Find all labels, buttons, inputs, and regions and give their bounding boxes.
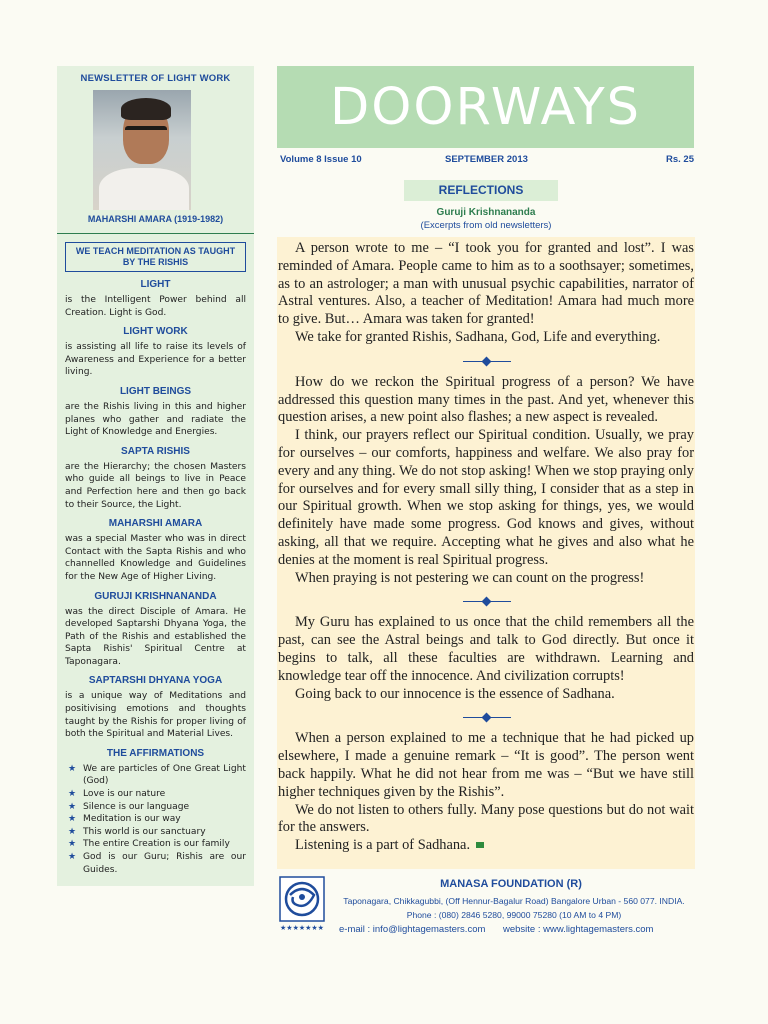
contact-line [339, 924, 695, 935]
star-icon: ★ [68, 763, 77, 774]
newsletter-label: NEWSLETTER OF LIGHT WORK [80, 73, 231, 84]
portrait-caption: MAHARSHI AMARA (1919-1982) [87, 214, 224, 224]
website-link[interactable]: website : www.lightagemasters.com [503, 924, 654, 935]
author: Guruji Krishnananda [436, 207, 536, 218]
list-item: ★ Silence is our language [68, 801, 190, 812]
section-text-guruji: was the direct Disciple of Amara. He developed Saptarshi Dhyana Yoga, the Path of the Rishis and established the Sapta Rishis' Spiritual Centre at Taponagara. [65, 606, 246, 667]
section-text-light-beings: are the Rishis living in this and higher planes who gather and radiate the Light of Knowledge and Energies. [65, 401, 246, 438]
paragraph: We do not listen to others fully. Many pose questions but do not wait for the answers. [278, 801, 694, 836]
section-text-sapta-rishis: are the Hierarchy; the chosen Masters who guide all beings to live in Peace and Perfection here and then go back to their Source, the Light. [65, 461, 246, 510]
footer [277, 872, 695, 934]
sidebar-header [57, 66, 254, 234]
divider-ornament [278, 708, 694, 726]
section-heading-light: LIGHT [140, 279, 171, 290]
end-mark-icon [476, 842, 484, 848]
section-title: REFLECTIONS [404, 180, 558, 201]
affirmations-heading: THE AFFIRMATIONS [106, 747, 205, 759]
volume-issue: Volume 8 Issue 10 [280, 154, 362, 165]
list-item: ★ The entire Creation is our family [68, 839, 230, 850]
excerpt-note: (Excerpts from old newsletters) [420, 220, 552, 231]
list-item: ★ Meditation is our way [68, 814, 181, 825]
price: Rs. 25 [666, 154, 694, 165]
section-heading-sapta-rishis: SAPTA RISHIS [121, 445, 190, 457]
star-icon: ★ [68, 826, 77, 837]
paragraph: Going back to our innocence is the essence of Sadhana. [295, 685, 615, 702]
star-icon: ★ [68, 801, 77, 812]
svg-text:★★★★★★★: ★★★★★★★ [280, 924, 324, 932]
paragraph: When a person explained to me a technique that he had picked up elsewhere, I made a genuine remark – “It is good”. The person went back happily. What he did not hear from me was – “But we have still higher techniques given by the Rishis”. [278, 730, 694, 800]
list-item: ★ This world is our sanctuary [68, 826, 206, 837]
section-text-light-work: is assisting all life to raise its levels of Awareness and Experience for a better living. [65, 342, 246, 378]
teaching-banner: WE TEACH MEDITATION AS TAUGHT BY THE RISHIS [65, 242, 246, 272]
foundation-logo-icon [277, 875, 327, 933]
section-heading-maharshi-amara: MAHARSHI AMARA [108, 518, 203, 530]
org-phone: Phone : (080) 2846 5280, 99000 75280 (10 AM to 4 PM) [406, 910, 622, 920]
paragraph: My Guru has explained to us once that the child remembers all the past, can see the Astral beings and talk to God directly. But once it begins to talk, all these faculties are withdrawn. Learning and knowledge tear off the innocence. And civilization corrupts! [278, 614, 694, 684]
paragraph: I think, our prayers reflect our Spiritual condition. Usually, we pray for ourselves – our comforts, happiness and welfare. We also pray for every and any thing. We do not stop asking! When we stop praying only for ourselves and for every small silly thing, I consider that as a step in our Spiritual growth. When we stop asking for things, yes, we would definitely have made some progress. God knows and gives, without asking, all that we require. Accepting what he gives and also what he denies at the moment is real Spiritual progress. [278, 427, 694, 568]
section-text-light: is the Intelligent Power behind all Creation. Light is God. [65, 295, 246, 318]
section-text-dhyana-yoga: is a unique way of Meditations and positivising emotions and thoughts taught by the Rishis for proper living of both the Spiritual and Material Lives. [65, 691, 246, 740]
paragraph: When praying is not pestering we can count on the progress! [295, 569, 645, 586]
closing-paragraph: Listening is a part of Sadhana. [278, 837, 694, 855]
section-heading-dhyana-yoga: SAPTARSHI DHYANA YOGA [88, 675, 223, 687]
paragraph: We take for granted Rishis, Sadhana, God, Life and everything. [295, 328, 661, 345]
star-icon: ★ [68, 839, 77, 850]
issue-date: SEPTEMBER 2013 [445, 154, 528, 165]
divider-ornament [278, 352, 694, 370]
star-icon: ★ [68, 852, 77, 862]
section-heading-guruji: GURUJI KRISHNANANDA [94, 590, 217, 602]
list-item: ★ Love is our nature [68, 789, 166, 800]
portrait-photo [93, 90, 191, 210]
article-body [277, 237, 695, 869]
issue-info [278, 154, 694, 168]
sidebar [57, 66, 254, 886]
affirmations-list [57, 763, 254, 886]
section-heading-light-work: LIGHT WORK [123, 326, 188, 338]
newsletter-title: DOORWAYS [329, 78, 642, 137]
org-name: MANASA FOUNDATION (R) [440, 878, 582, 890]
masthead [277, 66, 694, 148]
list-item: ★ God is our Guru; Rishis are our Guides. [68, 852, 246, 875]
divider-ornament [278, 592, 694, 610]
paragraph: A person wrote to me – “I took you for granted and lost”. I was reminded of Amara. People came to him as to a soothsayer; sometimes, as to an astrologer; a man with unusual psychic capabilities, narrator of Astral ventures. Also, a teacher of Meditation! Amara had much more to give. But… Amara was taken for granted! [278, 240, 694, 328]
paragraph: How do we reckon the Spiritual progress of a person? We have addressed this question many times in the past. And yet, whenever this question arises, a new point also flashes; a new aspect is revealed. [278, 373, 694, 426]
section-text-maharshi-amara: was a special Master who was in direct Contact with the Sapta Rishis and who channelled Knowledge and Guidelines for the New Age of Higher Living. [65, 534, 246, 582]
list-item: ★ We are particles of One Great Light (God) [68, 763, 246, 787]
star-icon: ★ [68, 814, 77, 825]
star-icon: ★ [68, 789, 77, 800]
org-address: Taponagara, Chikkagubbi, (Off Hennur-Bagalur Road) Bangalore Urban - 560 077. INDIA. [343, 896, 685, 906]
email-link[interactable]: e-mail : info@lightagemasters.com [339, 924, 486, 935]
section-heading-light-beings: LIGHT BEINGS [119, 385, 192, 397]
